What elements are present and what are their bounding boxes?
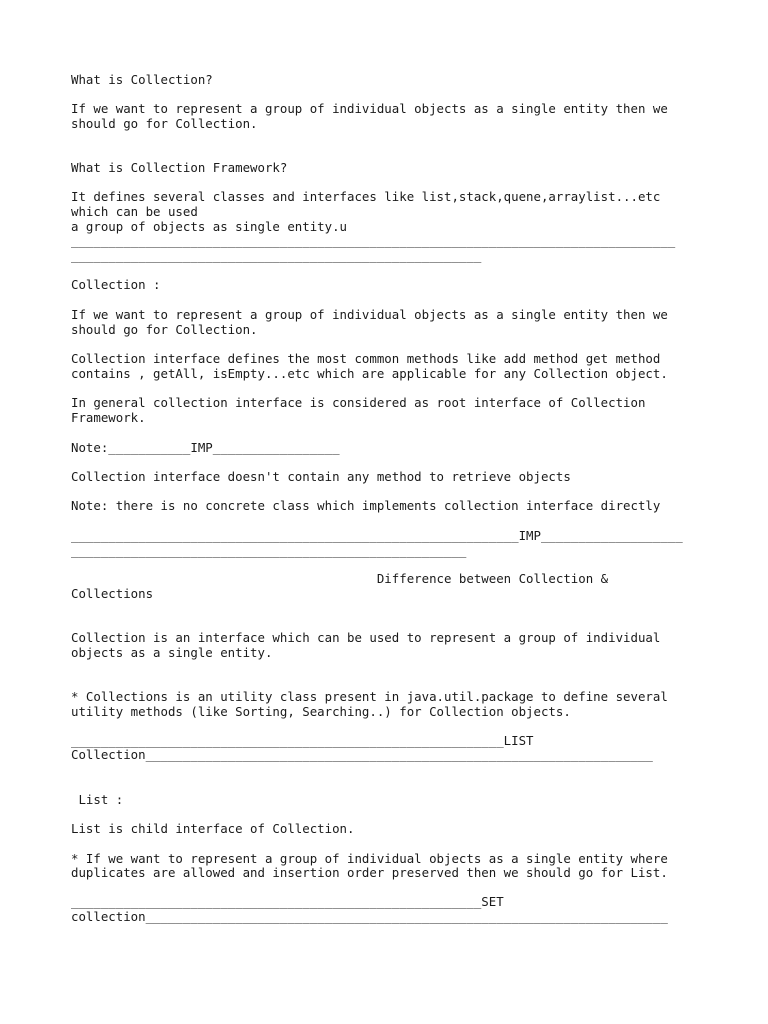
heading-what-is-collection: What is Collection? xyxy=(71,72,213,87)
paragraph-list-usage-line-2: duplicates are allowed and insertion order preserved then we should go for List. xyxy=(71,865,668,880)
paragraph-framework-line-1: It defines several classes and interfaces like list,stack,quene,arraylist...etc xyxy=(71,189,661,204)
heading-difference-line-2: Collections xyxy=(71,586,154,601)
separator-list-collection-line-a: __________________________________________________________LIST xyxy=(71,733,534,748)
paragraph-collection-definition-line-2: should go for Collection. xyxy=(71,116,258,131)
separator-set-collection-line-b: collection______________________________________________________________________ xyxy=(71,909,668,924)
separator-set-collection-line-a: _______________________________________________________SET xyxy=(71,894,504,909)
paragraph-interface-methods-line-2: contains , getAll, isEmpty...etc which are applicable for any Collection object. xyxy=(71,366,668,381)
paragraph-list-usage-line-1: * If we want to represent a group of individual objects as a single entity where xyxy=(71,851,668,866)
paragraph-collection-interface-line-2: objects as a single entity. xyxy=(71,645,273,660)
paragraph-collection-line-1: If we want to represent a group of individual objects as a single entity then we xyxy=(71,307,668,322)
heading-what-is-collection-framework: What is Collection Framework? xyxy=(71,160,288,175)
separator-list-collection-line-b: Collection____________________________________________________________________ xyxy=(71,747,653,762)
note-no-concrete-class: Note: there is no concrete class which implements collection interface directly xyxy=(71,498,661,513)
heading-collection: Collection : xyxy=(71,277,161,292)
heading-list: List : xyxy=(71,792,124,807)
heading-difference-line-1: Difference between Collection & xyxy=(71,571,609,586)
paragraph-collection-interface-line-1: Collection is an interface which can be used to represent a group of individual xyxy=(71,630,661,645)
paragraph-root-interface-line-2: Framework. xyxy=(71,410,146,425)
paragraph-framework-line-2: which can be used xyxy=(71,204,198,219)
paragraph-no-retrieve-method: Collection interface doesn't contain any method to retrieve objects xyxy=(71,469,571,484)
paragraph-interface-methods-line-1: Collection interface defines the most common methods like add method get method xyxy=(71,351,661,366)
separator-line-1b: _______________________________________________________ xyxy=(71,248,482,263)
separator-imp-line-a: ____________________________________________________________IMP___________________ xyxy=(71,528,683,543)
separator-line-1a: _________________________________________________________________________________ xyxy=(71,233,676,248)
paragraph-collections-utility-line-1: * Collections is an utility class present in java.util.package to define several xyxy=(71,689,668,704)
paragraph-root-interface-line-1: In general collection interface is considered as root interface of Collection xyxy=(71,395,646,410)
paragraph-collection-line-2: should go for Collection. xyxy=(71,322,258,337)
paragraph-collections-utility-line-2: utility methods (like Sorting, Searching..) for Collection objects. xyxy=(71,704,571,719)
paragraph-collection-definition-line-1: If we want to represent a group of individual objects as a single entity then we xyxy=(71,101,668,116)
paragraph-framework-line-3: a group of objects as single entity.u xyxy=(71,219,348,234)
note-imp-line: Note:___________IMP_________________ xyxy=(71,440,340,455)
separator-imp-line-b: _____________________________________________________ xyxy=(71,543,467,558)
paragraph-list-child-interface: List is child interface of Collection. xyxy=(71,821,355,836)
